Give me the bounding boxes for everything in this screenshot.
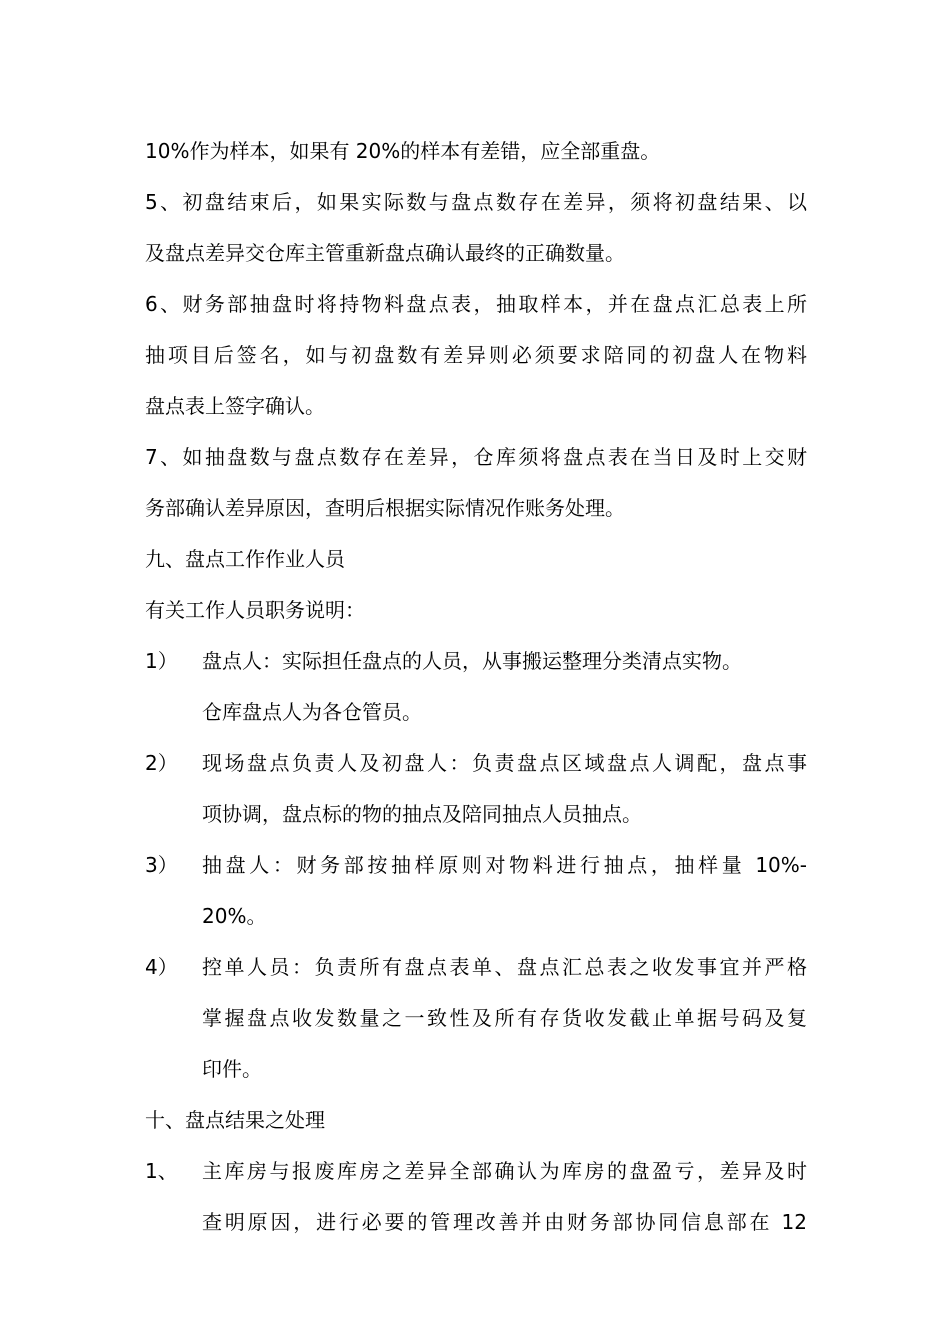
list-item-line: 20%。 [202, 904, 267, 928]
list-item-line: 盘点人：实际担任盘点的人员，从事搬运整理分类清点实物。 [202, 649, 742, 673]
list-item-line: 控单人员：负责所有盘点表单、盘点汇总表之收发事宜并严格 [202, 955, 807, 979]
section-intro: 有关工作人员职务说明： [145, 598, 365, 622]
paragraph-line: 5、初盘结束后，如果实际数与盘点数存在差异，须将初盘结果、以 [145, 190, 807, 214]
list-number: 4） [145, 955, 178, 979]
list-item [145, 636, 807, 738]
paragraph-line: 务部确认差异原因，查明后根据实际情况作账务处理。 [145, 496, 625, 520]
section-heading: 九、盘点工作作业人员 [145, 547, 345, 571]
list-item-line: 印件。 [202, 1057, 262, 1081]
list-item [145, 942, 807, 1095]
paragraph-line: 盘点表上签字确认。 [145, 394, 325, 418]
list-item [145, 840, 807, 942]
list-item-line: 仓库盘点人为各仓管员。 [202, 700, 422, 724]
paragraph-line: 抽项目后签名，如与初盘数有差异则必须要求陪同的初盘人在物料 [145, 343, 807, 367]
list-item-line: 项协调，盘点标的物的抽点及陪同抽点人员抽点。 [202, 802, 642, 826]
list-item-line: 抽盘人：财务部按抽样原则对物料进行抽点，抽样量 10%- [202, 853, 807, 877]
paragraph-line: 及盘点差异交仓库主管重新盘点确认最终的正确数量。 [145, 241, 625, 265]
list-item [145, 738, 807, 840]
list-item-line: 现场盘点负责人及初盘人：负责盘点区域盘点人调配，盘点事 [202, 751, 807, 775]
list-item [145, 1146, 807, 1248]
paragraph-line: 7、如抽盘数与盘点数存在差异，仓库须将盘点表在当日及时上交财 [145, 445, 807, 469]
list-item-line: 主库房与报废库房之差异全部确认为库房的盘盈亏，差异及时 [202, 1159, 807, 1183]
list-number: 2） [145, 751, 178, 775]
document-body [145, 126, 807, 1248]
paragraph-line: 6、财务部抽盘时将持物料盘点表，抽取样本，并在盘点汇总表上所 [145, 292, 807, 316]
section-heading: 十、盘点结果之处理 [145, 1108, 325, 1132]
list-number: 1、 [145, 1159, 178, 1183]
list-number: 3） [145, 853, 178, 877]
list-number: 1） [145, 649, 178, 673]
list-item-line: 掌握盘点收发数量之一致性及所有存货收发截止单据号码及复 [202, 1006, 807, 1030]
paragraph-line: 10%作为样本，如果有 20%的样本有差错，应全部重盘。 [145, 139, 661, 163]
list-item-line: 查明原因，进行必要的管理改善并由财务部协同信息部在 12 [202, 1210, 807, 1234]
